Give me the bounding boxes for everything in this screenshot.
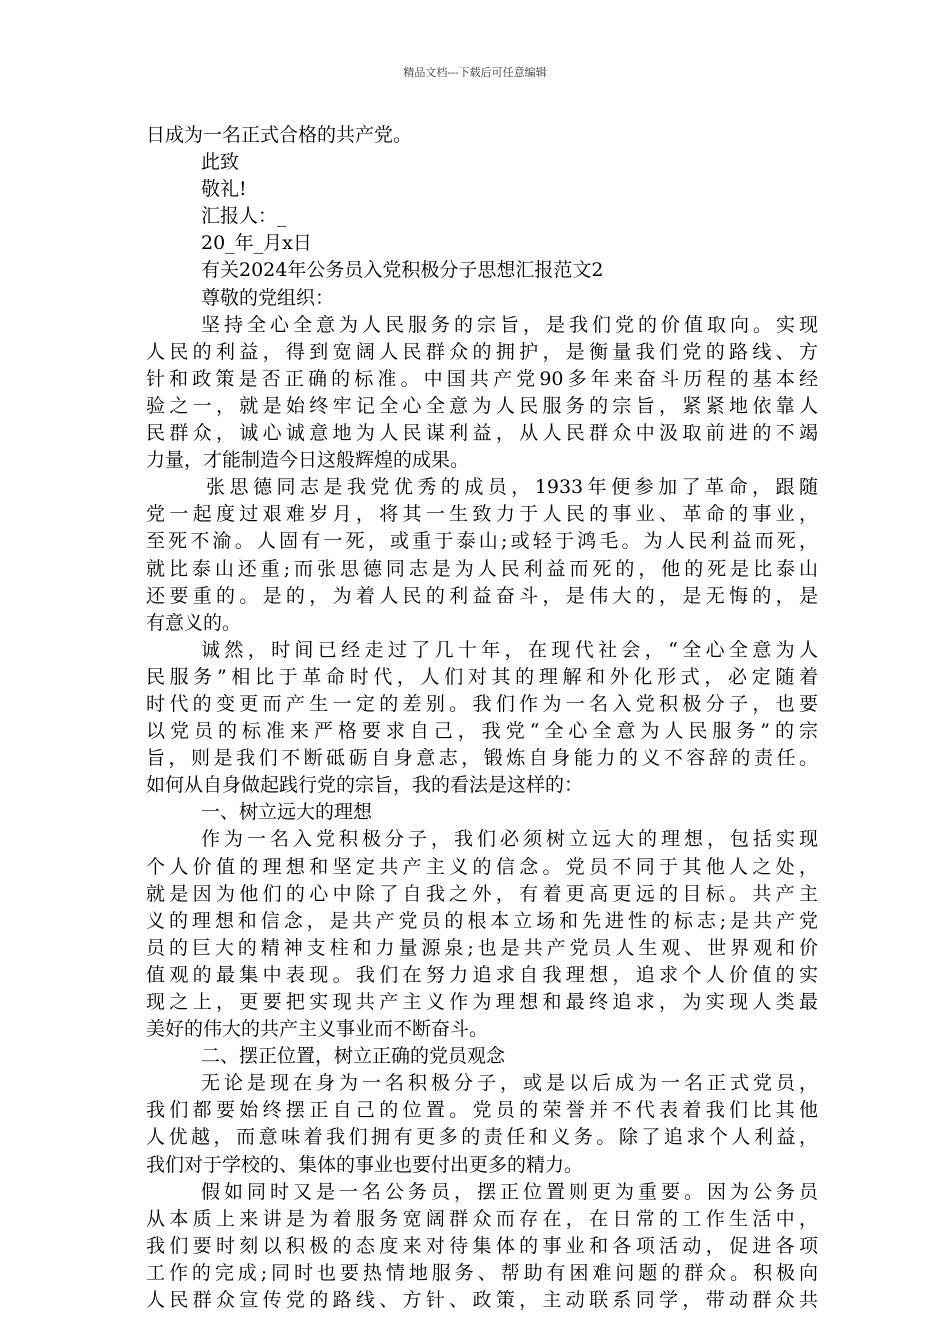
paragraph-line: 义的理想和信念，是共产党员的根本立场和先进性的标志;是共产党: [146, 909, 818, 932]
paragraph-line: 无论是现在身为一名积极分子，或是以后成为一名正式党员，: [201, 1072, 818, 1095]
paragraph-line: 工作的完成;同时也要热情地服务、帮助有困难问题的群众。积极向: [146, 1261, 818, 1284]
text-line: 日成为一名正式合格的共产党。: [146, 124, 413, 146]
paragraph-line: 至死不渝。人固有一死，或重于泰山;或轻于鸿毛。为人民利益而死，: [146, 530, 818, 553]
paragraph-line: 人民的利益，得到宽阔人民群众的拥护，是衡量我们党的路线、方: [146, 340, 818, 363]
paragraph-line: 诚然，时间已经走过了几十年，在现代社会，“全心全意为人: [201, 638, 818, 661]
paragraph-line: 就是因为他们的心中除了自我之外，有着更高更远的目标。共产主: [146, 882, 818, 905]
text-line-signature: 汇报人：_: [201, 205, 287, 228]
text-line-date: 20_年_月x日: [201, 232, 312, 255]
paragraph-line: 我们对于学校的、集体的事业也要付出更多的精力。: [146, 1153, 584, 1176]
paragraph-line: 值观的最集中表现。我们在努力追求自我理想，追求个人价值的实: [146, 963, 818, 986]
paragraph-line: 针和政策是否正确的标准。中国共产党90多年来奋斗历程的基本经: [146, 367, 818, 390]
paragraph-line: 就比泰山还重;而张思德同志是为人民利益而死的，他的死是比泰山: [146, 557, 818, 580]
paragraph-line: 个人价值的理想和坚定共产主义的信念。党员不同于其他人之处，: [146, 855, 818, 878]
paragraph-line: 时代的变更而产生一定的差别。我们作为一名入党积极分子，也要: [146, 692, 818, 715]
paragraph-line: 从本质上来讲是为着服务宽阔群众而存在，在日常的工作生活中，: [146, 1207, 818, 1230]
paragraph-line: 有意义的。: [146, 611, 242, 634]
paragraph-line: 还要重的。是的，为着人民的利益奋斗，是伟大的，是无悔的，是: [146, 584, 818, 607]
paragraph-line: 人民群众宣传党的路线、方针、政策，主动联系同学，带动群众共: [146, 1289, 818, 1312]
text-line-salutation: 此致: [201, 151, 240, 174]
paragraph-line: 员的巨大的精神支柱和力量源泉;也是共产党员人生观、世界观和价: [146, 936, 818, 959]
text-line-greeting: 尊敬的党组织：: [201, 286, 335, 309]
paragraph-line: 现之上，更要把实现共产主义作为理想和最终追求，为实现人类最: [146, 991, 818, 1013]
paragraph-line: 张思德同志是我党优秀的成员，1933年便参加了革命，跟随: [206, 476, 818, 499]
paragraph-line: 旨，则是我们不断砥砺自身意志，锻炼自身能力的义不容辞的责任。: [146, 747, 818, 770]
paragraph-line: 美好的伟大的共产主义事业而不断奋斗。: [146, 1018, 489, 1041]
document-body: [146, 122, 818, 1314]
paragraph-line: 作为一名入党积极分子，我们必须树立远大的理想，包括实现: [201, 828, 818, 851]
paragraph-line: 假如同时又是一名公务员，摆正位置则更为重要。因为公务员: [201, 1180, 818, 1203]
paragraph-line: 民群众，诚心诚意地为人民谋利益，从人民群众中汲取前进的不竭: [146, 422, 818, 445]
paragraph-line: 如何从自身做起践行党的宗旨，我的看法是这样的：: [146, 774, 584, 797]
paragraph-line: 以党员的标准来严格要求自己，我党“全心全意为人民服务”的宗: [146, 720, 818, 743]
section-title: 有关2024年公务员入党积极分子思想汇报范文2: [201, 259, 604, 282]
paragraph-line: 党一起度过艰难岁月，将其一生致力于人民的事业、革命的事业，: [146, 503, 818, 526]
section-heading: 二、摆正位置，树立正确的党员观念: [201, 1045, 506, 1068]
text-line-salutation: 敬礼!: [201, 178, 247, 201]
paragraph-line: 人优越，而意味着我们拥有更多的责任和义务。除了追求个人利益，: [146, 1126, 818, 1149]
page-header: 精品文档---下载后可任意编辑: [403, 66, 547, 79]
paragraph-line: 坚持全心全意为人民服务的宗旨，是我们党的价值取向。实现: [201, 313, 818, 336]
section-heading: 一、树立远大的理想: [201, 801, 373, 824]
paragraph-line: 我们都要始终摆正自己的位置。党员的荣誉并不代表着我们比其他: [146, 1099, 818, 1122]
paragraph-line: 我们要时刻以积极的态度来对待集体的事业和各项活动，促进各项: [146, 1234, 818, 1257]
paragraph-line: 民服务”相比于革命时代，人们对其的理解和外化形式，必定随着: [146, 665, 818, 688]
paragraph-line: 验之一，就是始终牢记全心全意为人民服务的宗旨，紧紧地依靠人: [146, 394, 818, 417]
paragraph-line: 力量，才能制造今日这般辉煌的成果。: [146, 449, 470, 472]
